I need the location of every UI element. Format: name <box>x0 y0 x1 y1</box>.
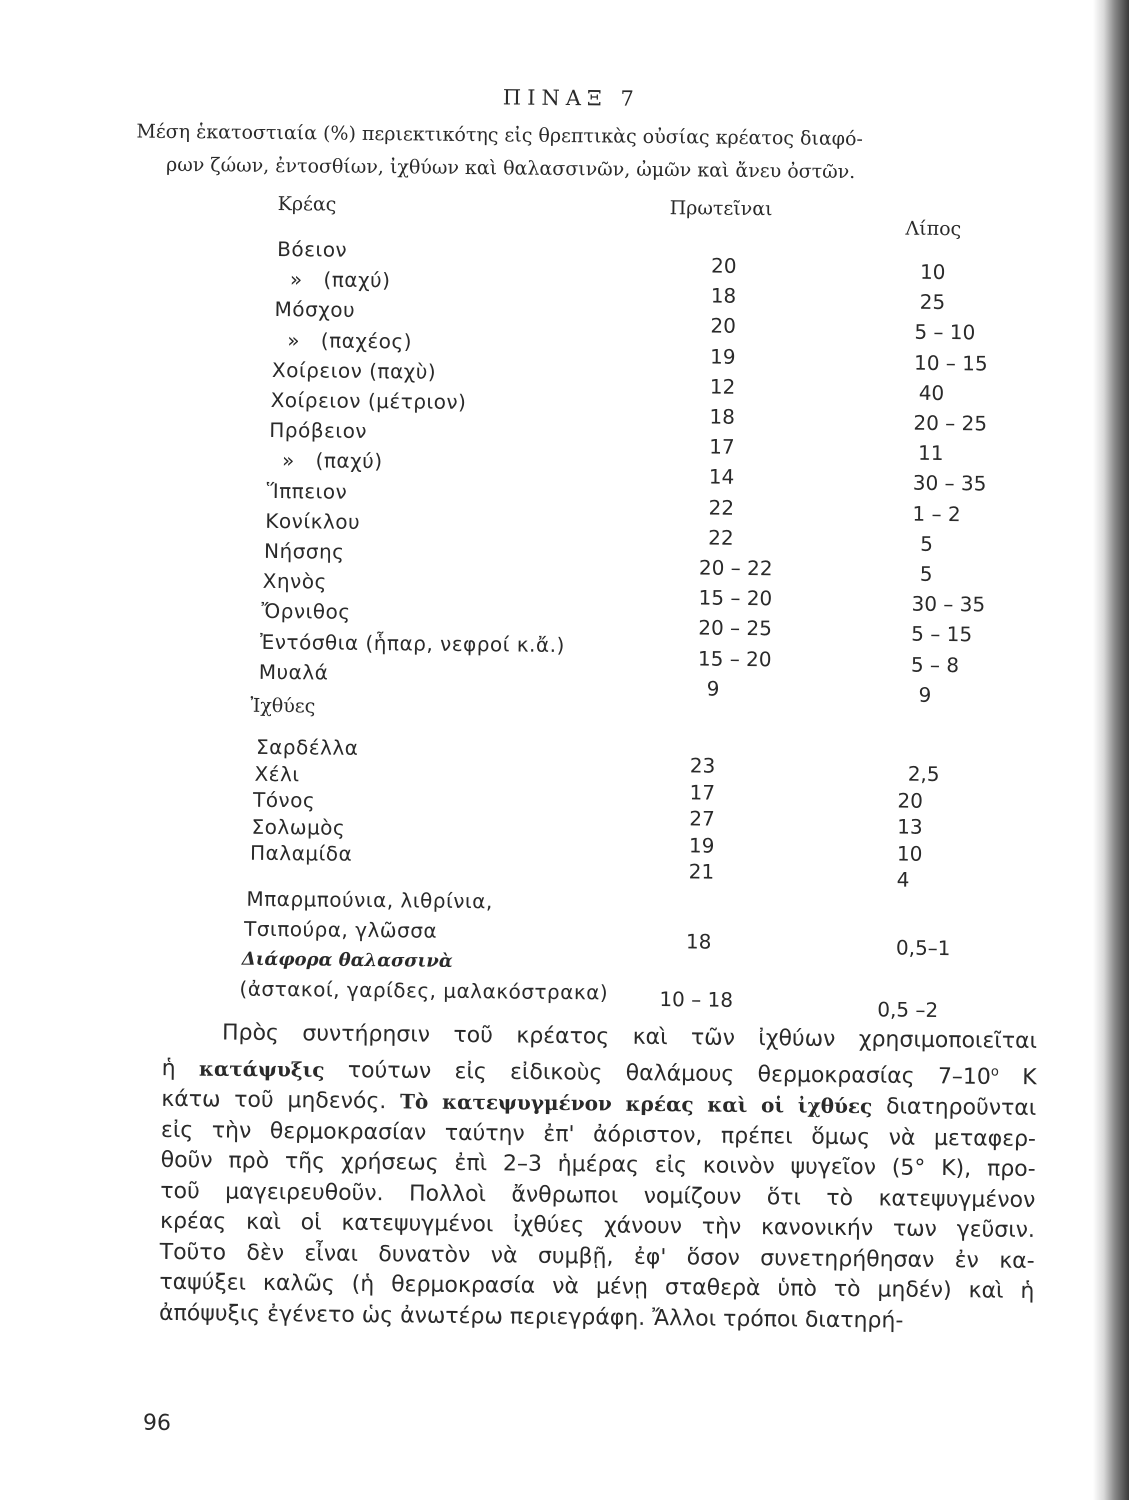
fish-protein: 21 <box>688 859 715 884</box>
meat-fat: 5 – 10 <box>914 320 976 345</box>
fish-header: Ἰχθύες <box>250 694 316 718</box>
para-line-7: κρέας καὶ οἱ κατεψυγμένοι ἰχθύες χάνουν τὴν κανονικήν των γεῦσιν. <box>159 1209 1036 1244</box>
fish-name: Σολωμὸς <box>251 814 346 840</box>
misc-fish-name-2: Τσιπούρα, γλῶσσα <box>243 916 438 943</box>
para-line-4: εἰς τὴν θερμοκρασίαν ταύτην ἐπ' ἀόριστον, πρέπει ὅμως νὰ μεταφερ- <box>160 1117 1037 1152</box>
fish-fat: 13 <box>897 814 923 839</box>
meat-name: Ὄρνιθος <box>261 599 351 625</box>
meat-fat: 1 – 2 <box>912 501 961 526</box>
caption-line-1: Μέση ἑκατοστιαία (%) περιεκτικότης εἰς θρεπτικὰς οὐσίας κρέατος διαφό- <box>136 120 864 151</box>
meat-name: Χοίρειον (μέτριον) <box>270 387 467 415</box>
seafood-fat: 0,5 –2 <box>877 997 939 1022</box>
meat-protein: 20 <box>710 253 737 278</box>
meat-fat: 30 – 35 <box>912 471 987 496</box>
meat-protein: 15 – 20 <box>697 646 772 671</box>
meat-name: Νήσσης <box>263 538 345 564</box>
fish-name: Χέλι <box>254 761 300 786</box>
para-line-8: Τοῦτο δὲν εἶναι δυνατὸν νὰ συμβῇ, ἐφ' ὅσον συνετηρήθησαν ἐν κα- <box>159 1239 1035 1274</box>
meat-protein: 15 – 20 <box>698 585 773 611</box>
para-article: ἡ <box>161 1055 176 1081</box>
meat-protein: 12 <box>709 374 736 399</box>
book-spine-shadow <box>1093 0 1129 1500</box>
para-text-3c: διατηροῦνται <box>885 1094 1037 1122</box>
para-bold-term-2: Τὸ κατεψυγμένον κρέας καὶ οἱ ἰχθύες <box>399 1089 873 1119</box>
fish-name: Παλαμίδα <box>249 840 353 866</box>
meat-fat: 20 – 25 <box>913 410 988 436</box>
meat-fat: 10 – 15 <box>913 350 988 376</box>
meat-protein: 22 <box>708 525 734 550</box>
table-title: ΠΙΝΑΞ 7 <box>502 85 640 111</box>
meat-name: » (παχύ) <box>281 448 383 474</box>
para-line-9: ταψύξει καλῶς (ἡ θερμοκρασία νὰ μένῃ σταθερὰ ὑπὸ τὸ μηδέν) καὶ ἡ <box>159 1270 1035 1305</box>
page-number: 96 <box>142 1410 172 1436</box>
meat-protein: 20 <box>710 313 737 339</box>
meat-name: » (παχέος) <box>287 327 413 354</box>
meat-protein: 19 <box>710 344 736 369</box>
fish-fat: 10 <box>896 841 923 866</box>
seafood-protein: 10 – 18 <box>659 987 734 1012</box>
fish-protein: 17 <box>689 779 716 805</box>
para-line-6: τοῦ μαγειρευθοῦν. Πολλοὶ ἄνθρωποι νομίζουν ὅτι τὸ κατεψυγμένον <box>160 1178 1036 1213</box>
meat-protein: 9 <box>706 676 720 701</box>
header-meat: Κρέας <box>277 193 337 216</box>
para-text-3a: κάτω τοῦ μηδενός. <box>161 1087 387 1115</box>
meat-fat: 5 <box>920 531 934 556</box>
para-line-5: θοῦν πρὸ τῆς χρήσεως ἐπὶ 2–3 ἡμέρας εἰς κοινὸν ψυγεῖον (5° Κ), προ- <box>160 1148 1036 1183</box>
meat-fat: 11 <box>918 440 944 466</box>
meat-protein: 20 – 22 <box>698 555 773 581</box>
header-fat: Λίπος <box>905 217 962 241</box>
meat-name: Βόειον <box>277 237 348 262</box>
meat-name: Κονίκλου <box>265 508 361 534</box>
fish-protein: 19 <box>688 832 715 858</box>
meat-protein: 18 <box>709 404 736 429</box>
meat-name: Χηνὸς <box>262 569 327 594</box>
para-text-2: τούτων εἰς εἰδικοὺς θαλάμους θερμοκρασίας 7–10 <box>347 1057 992 1090</box>
misc-fish-protein: 18 <box>685 929 712 954</box>
para-unit: Κ <box>1022 1064 1037 1090</box>
para-degree-sup: ο <box>990 1064 999 1080</box>
fish-fat: 2,5 <box>907 761 940 786</box>
fish-protein: 23 <box>689 753 716 778</box>
meat-name: Ἵππειον <box>266 478 348 504</box>
misc-fish-name-1: Μπαρμπούνια, λιθρίνια, <box>246 886 493 914</box>
seafood-label: Διάφορα θαλασσινὰ <box>241 948 453 972</box>
fish-fat: 4 <box>896 867 910 892</box>
meat-fat: 5 – 15 <box>911 622 973 647</box>
meat-protein: 18 <box>710 283 737 309</box>
body-paragraph <box>159 1018 1037 1338</box>
meat-name: Μυαλά <box>258 659 329 685</box>
meat-name: Χοίρειον (παχὺ) <box>271 357 437 384</box>
header-protein: Πρωτεῖναι <box>669 197 773 221</box>
caption-line-2: ρων ζώων, ἐντοσθίων, ἰχθύων καὶ θαλασσινῶν, ὠμῶν καὶ ἄνευ ὀστῶν. <box>165 153 856 184</box>
para-bold-term-1: κατάψυξις <box>198 1056 325 1082</box>
meat-name: Μόσχου <box>274 297 356 323</box>
meat-name: » (παχύ) <box>289 267 391 293</box>
meat-fat: 40 <box>918 380 945 405</box>
meat-fat: 5 – 8 <box>910 652 960 677</box>
table-caption <box>136 116 1087 192</box>
seafood-detail: (ἀστακοί, γαρίδες, μαλακόστρακα) <box>239 976 609 1005</box>
meat-fat: 9 <box>918 682 932 707</box>
meat-fat: 10 <box>919 259 946 285</box>
meat-protein: 14 <box>708 464 735 490</box>
fish-fat: 20 <box>897 788 924 813</box>
fish-name: Τόνος <box>252 787 316 813</box>
meat-fat: 5 <box>919 561 933 586</box>
fish-name: Σαρδέλλα <box>255 734 359 760</box>
para-line-1: Πρὸς συντήρησιν τοῦ κρέατος καὶ τῶν ἰχθύων χρησιμοποιεῖται <box>221 1020 1038 1055</box>
fish-protein: 27 <box>689 806 715 831</box>
meat-name: Ἐντόσθια (ἧπαρ, νεφροί κ.ἄ.) <box>259 629 565 657</box>
meat-fat: 25 <box>919 289 946 315</box>
meat-name: Πρόβειον <box>269 418 368 444</box>
meat-protein: 22 <box>708 495 735 520</box>
meat-fat: 30 – 35 <box>911 591 986 617</box>
meat-protein: 20 – 25 <box>698 615 773 641</box>
misc-fish-fat: 0,5–1 <box>895 935 951 961</box>
fish-section <box>0 692 1000 732</box>
para-line-10: ἀπόψυξις ἐγένετο ὡς ἀνωτέρω περιεγράφη. Ἄλλοι τρόποι διατηρή- <box>158 1300 904 1334</box>
meat-protein: 17 <box>709 434 735 459</box>
